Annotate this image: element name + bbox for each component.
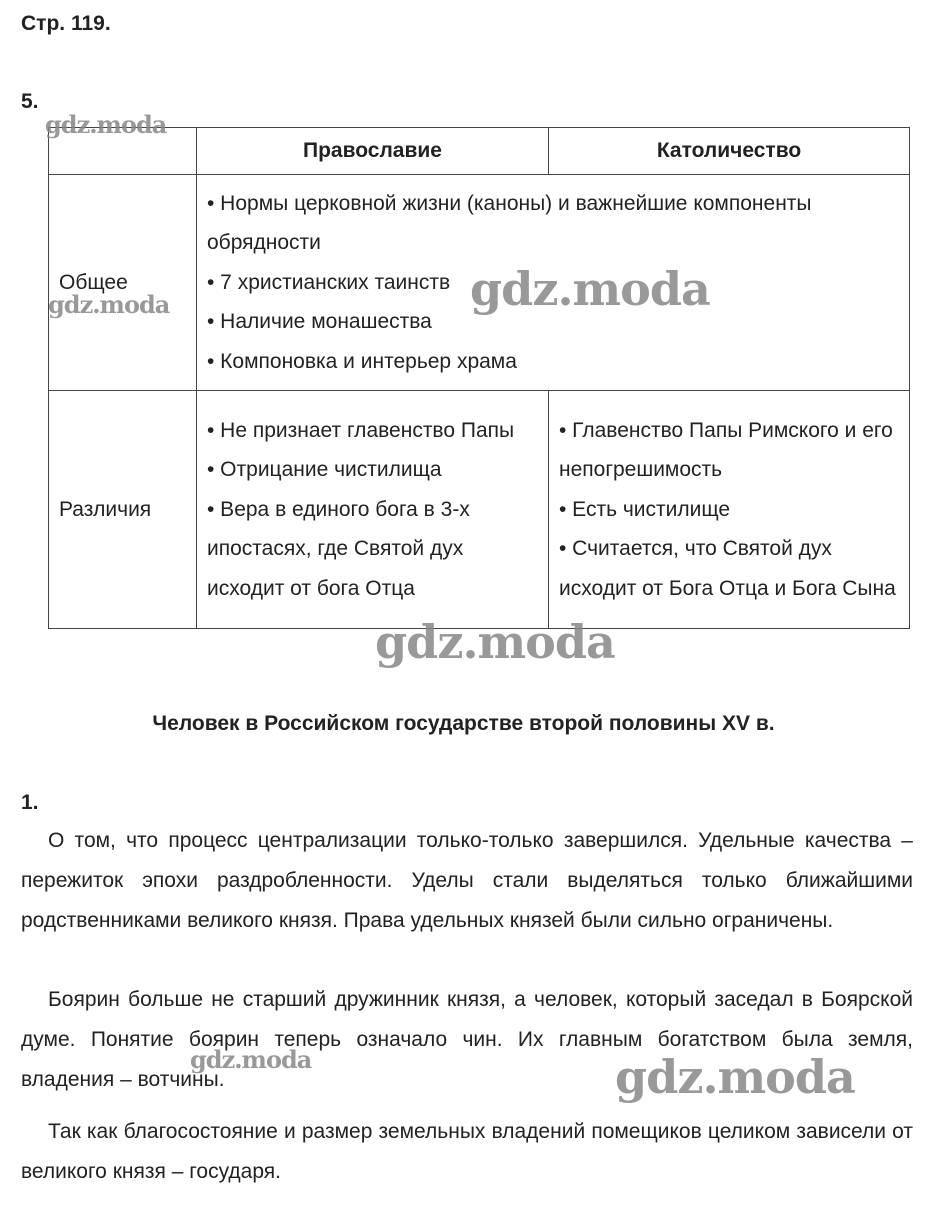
watermark: gdz.moda — [190, 1045, 312, 1074]
catholic-item: • Есть чистилище — [559, 497, 731, 521]
orthodox-item: • Вера в единого бога в 3-х ипостасях, где Святой дух исходит от бога Отца — [207, 497, 470, 600]
catholic-item: • Считается, что Святой дух исходит от Бога Отца и Бога Сына — [559, 537, 896, 600]
page-number: Стр. 119. — [21, 12, 111, 35]
task-number: 5. — [21, 90, 39, 113]
task-number: 1. — [21, 791, 39, 814]
common-item: • Наличие монашества — [207, 310, 432, 334]
watermark: gdz.moda — [375, 615, 615, 669]
watermark: gdz.moda — [615, 1050, 855, 1104]
common-item: • Нормы церковной жизни (каноны) и важнейшие компоненты обрядности — [207, 191, 812, 255]
catholic-cell — [549, 391, 910, 629]
paragraph: Так как благосостояние и размер земельных владений помещиков целиком зависели от великого князя – государя. — [21, 1120, 913, 1183]
header-catholic: Католичество — [549, 128, 910, 175]
comparison-table — [48, 127, 910, 629]
header-orthodox: Православие — [197, 128, 549, 175]
watermark: gdz.moda — [48, 290, 170, 319]
orthodox-item: • Отрицание чистилища — [207, 458, 442, 482]
common-item: • 7 христианских таинств — [207, 270, 451, 294]
row-label-differences: Различия — [49, 391, 197, 629]
paragraph: О том, что процесс централизации только-только завершился. Удельные качества – пережиток эпохи раздробленности. Уделы стали выделяться только ближайшими родственниками великого князя. Права удельных князей были сильно ограничены. — [21, 829, 913, 932]
orthodox-item: • Не признает главенство Папы — [207, 418, 515, 442]
row-label-common: Общее — [49, 175, 197, 391]
watermark: gdz.moda — [470, 262, 710, 316]
watermark: gdz.moda — [45, 110, 167, 139]
paragraph: Боярин больше не старший дружинник князя, а человек, который заседал в Боярской думе. Понятие боярин теперь означало чин. Их главным богатством была земля, владения – вотчины. — [21, 988, 913, 1091]
orthodox-cell — [197, 391, 549, 629]
section-title: Человек в Российском государстве второй половины XV в. — [152, 712, 775, 735]
catholic-item: • Главенство Папы Римского и его непогрешимость — [559, 418, 893, 482]
common-item: • Компоновка и интерьер храма — [207, 349, 517, 373]
